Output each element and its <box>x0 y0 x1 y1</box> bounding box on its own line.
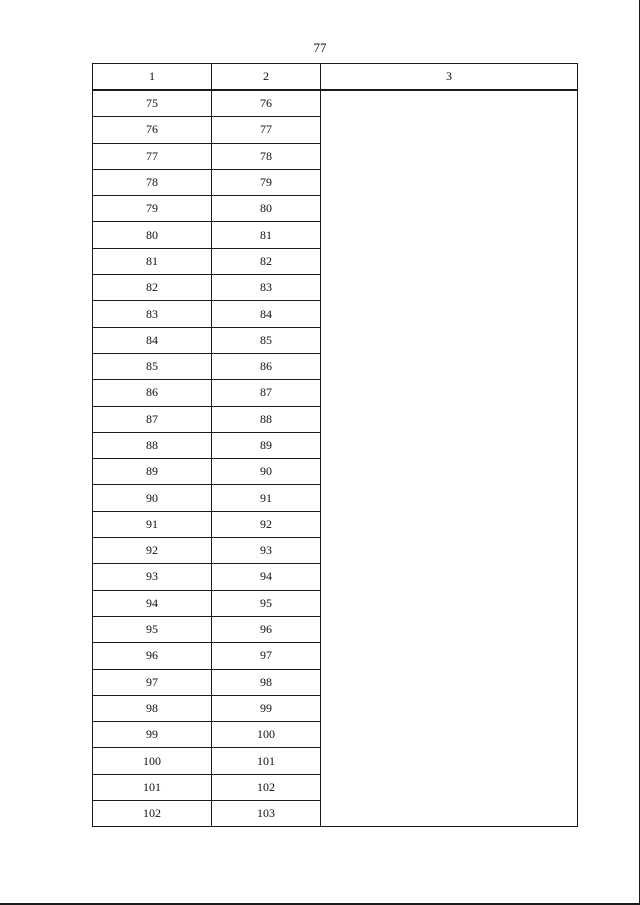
cell-col-2: 86 <box>212 353 321 379</box>
cell-col-1: 87 <box>93 406 212 432</box>
cell-col-2: 97 <box>212 643 321 669</box>
column-header-2: 2 <box>212 64 321 91</box>
cell-col-2: 82 <box>212 248 321 274</box>
cell-col-1: 95 <box>93 616 212 642</box>
cell-col-1: 98 <box>93 695 212 721</box>
cell-col-1: 101 <box>93 774 212 800</box>
cell-col-2: 94 <box>212 564 321 590</box>
cell-col-1: 92 <box>93 538 212 564</box>
cell-col-1: 89 <box>93 459 212 485</box>
cell-col-1: 85 <box>93 353 212 379</box>
cell-col-2: 98 <box>212 669 321 695</box>
cell-col-1: 77 <box>93 143 212 169</box>
page-number: 77 <box>313 40 327 55</box>
cell-col-2: 76 <box>212 90 321 117</box>
cell-col-1: 100 <box>93 748 212 774</box>
cell-col-1: 91 <box>93 511 212 537</box>
cell-col-1: 86 <box>93 380 212 406</box>
cell-col-1: 96 <box>93 643 212 669</box>
cell-col-1: 93 <box>93 564 212 590</box>
cell-col-2: 81 <box>212 222 321 248</box>
cell-col-1: 81 <box>93 248 212 274</box>
cell-col-1: 84 <box>93 327 212 353</box>
cell-col-2: 83 <box>212 275 321 301</box>
cell-col-2: 91 <box>212 485 321 511</box>
cell-col-1: 82 <box>93 275 212 301</box>
cell-col-2: 85 <box>212 327 321 353</box>
cell-col-1: 80 <box>93 222 212 248</box>
cell-col-2: 78 <box>212 143 321 169</box>
cell-col-2: 100 <box>212 722 321 748</box>
cell-col-1: 78 <box>93 169 212 195</box>
cell-col-2: 89 <box>212 432 321 458</box>
cell-col-1: 76 <box>93 117 212 143</box>
cell-col-2: 79 <box>212 169 321 195</box>
cell-col-2: 87 <box>212 380 321 406</box>
cell-col-2: 84 <box>212 301 321 327</box>
cell-col-2: 96 <box>212 616 321 642</box>
cell-col-2: 101 <box>212 748 321 774</box>
cell-col-2: 103 <box>212 801 321 827</box>
cell-col-1: 75 <box>93 90 212 117</box>
table-row <box>93 90 578 117</box>
column-header-1: 1 <box>93 64 212 91</box>
cell-col-2: 80 <box>212 196 321 222</box>
cell-col-1: 97 <box>93 669 212 695</box>
data-table <box>92 63 578 827</box>
cell-col-2: 102 <box>212 774 321 800</box>
cell-col-2: 99 <box>212 695 321 721</box>
cell-col-1: 99 <box>93 722 212 748</box>
cell-col-2: 88 <box>212 406 321 432</box>
cell-col-1: 79 <box>93 196 212 222</box>
cell-col-2: 93 <box>212 538 321 564</box>
cell-col-2: 95 <box>212 590 321 616</box>
cell-col-3-empty <box>321 90 578 827</box>
cell-col-1: 88 <box>93 432 212 458</box>
column-header-3: 3 <box>321 64 578 91</box>
cell-col-1: 83 <box>93 301 212 327</box>
cell-col-1: 94 <box>93 590 212 616</box>
cell-col-2: 92 <box>212 511 321 537</box>
cell-col-2: 90 <box>212 459 321 485</box>
table-header-row <box>93 64 578 91</box>
cell-col-1: 102 <box>93 801 212 827</box>
cell-col-1: 90 <box>93 485 212 511</box>
cell-col-2: 77 <box>212 117 321 143</box>
table-body <box>93 90 578 827</box>
